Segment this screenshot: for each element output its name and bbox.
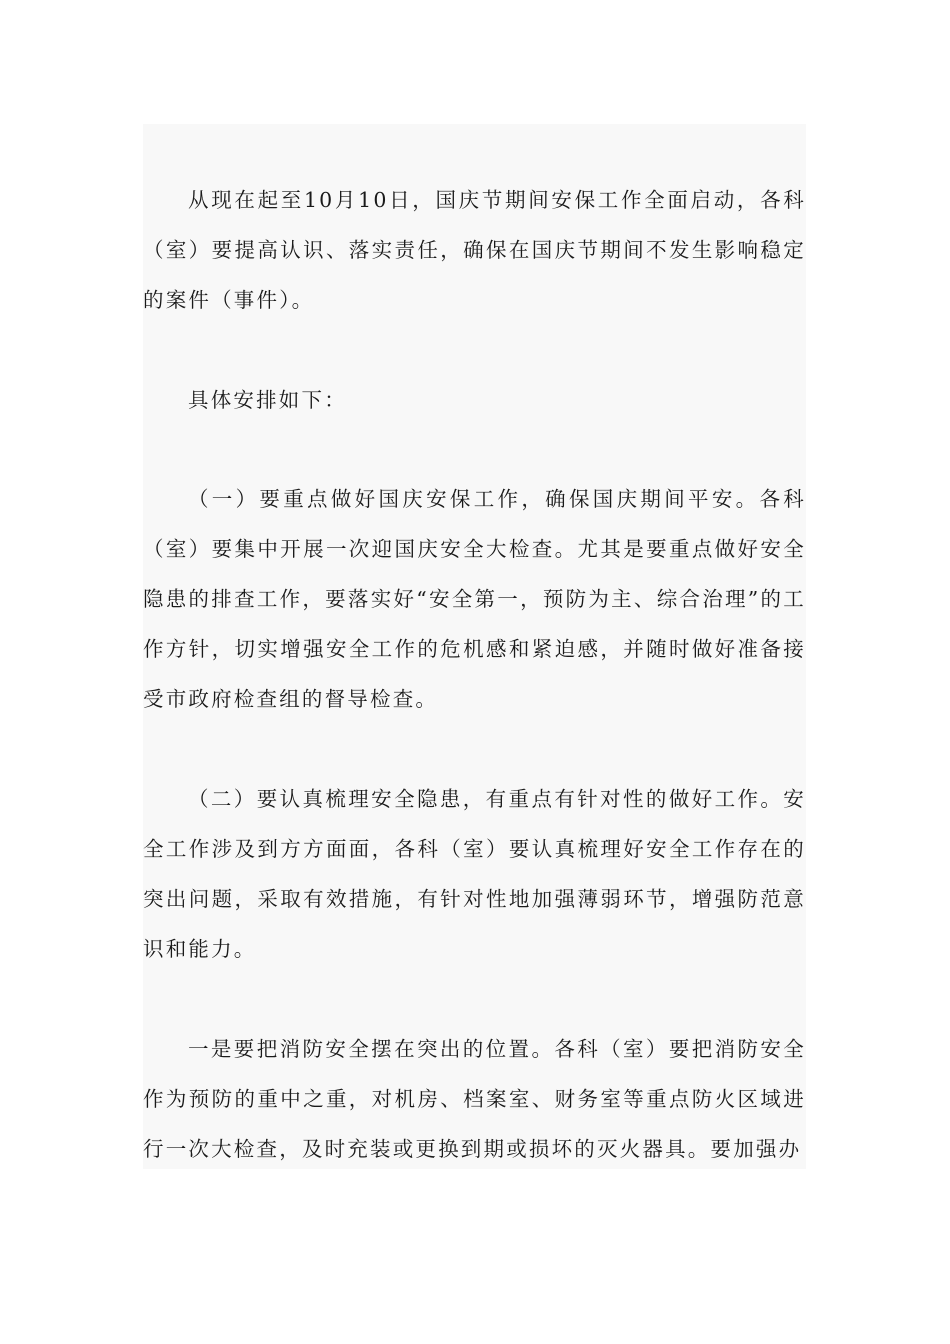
paragraph-item-two: （二）要认真梳理安全隐患，有重点有针对性的做好工作。安全工作涉及到方方面面，各科（室）要认真梳理好安全工作存在的突出问题，采取有效措施，有针对性地加强薄弱环节，增强防范意识和能力。 <box>143 787 806 961</box>
paragraph-fire-safety: 一是要把消防安全摆在突出的位置。各科（室）要把消防安全作为预防的重中之重，对机房、档案室、财务室等重点防火区域进行一次大检查，及时充装或更换到期或损坏的灭火器具。要加强办 <box>143 1037 806 1161</box>
paragraph-item-one: （一）要重点做好国庆安保工作，确保国庆期间平安。各科（室）要集中开展一次迎国庆安全大检查。尤其是要重点做好安全隐患的排查工作，要落实好“安全第一，预防为主、综合治理”的工作方针，切实增强安全工作的危机感和紧迫感，并随时做好准备接受市政府检查组的督导检查。 <box>143 487 806 711</box>
paragraph-arrangement-heading: 具体安排如下： <box>188 388 347 412</box>
paragraph-intro: 从现在起至10月10日，国庆节期间安保工作全面启动，各科（室）要提高认识、落实责任，确保在国庆节期间不发生影响稳定的案件（事件）。 <box>143 188 806 312</box>
document-page <box>143 124 806 1169</box>
